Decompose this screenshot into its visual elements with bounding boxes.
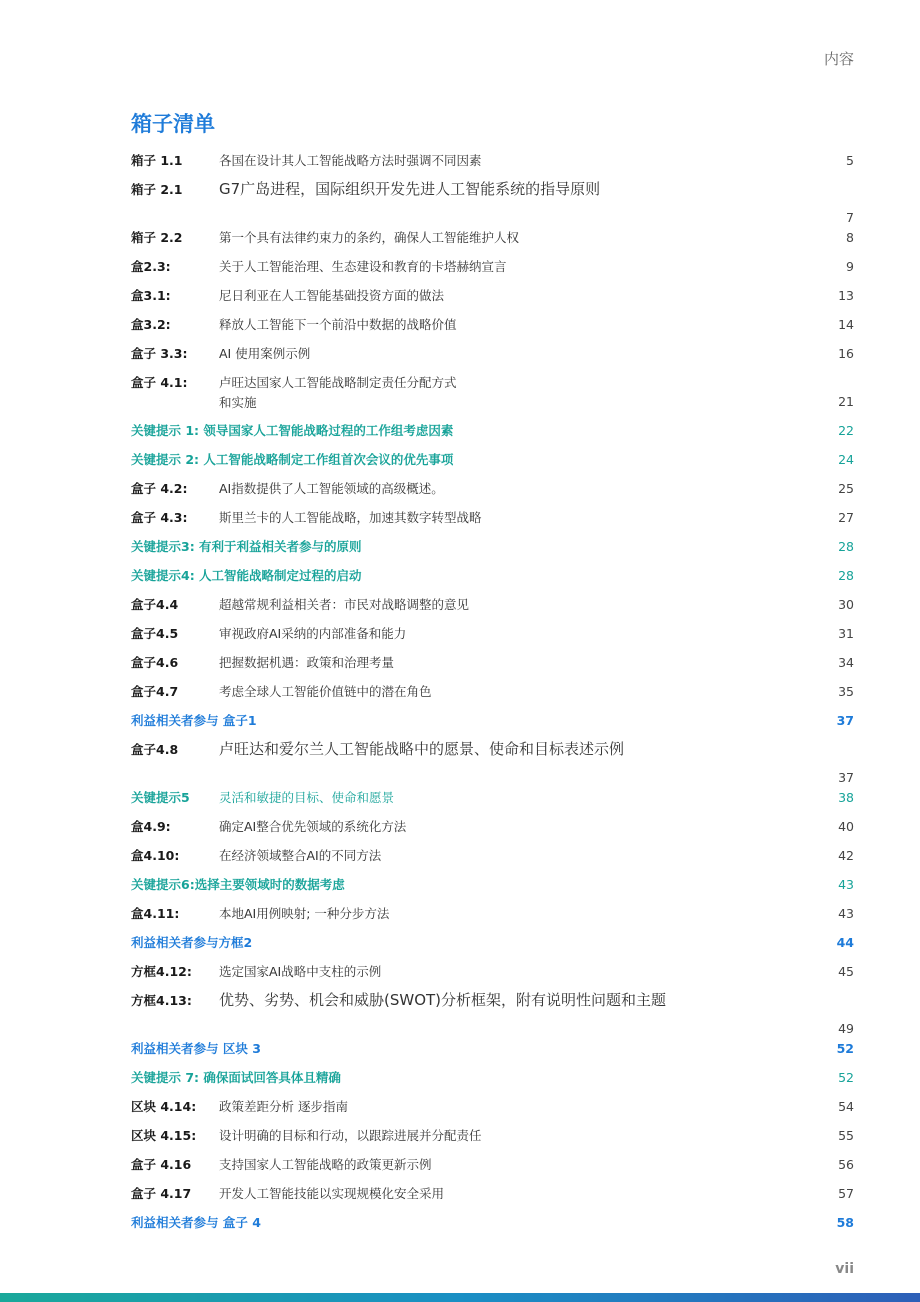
toc-entry[interactable]	[131, 310, 854, 339]
entry-label: 盒子4.4	[131, 597, 179, 612]
entry-page-number: 30	[838, 597, 854, 612]
entry-title: 把握数据机遇：政策和治理考量	[219, 655, 395, 670]
entry-page-number: 28	[838, 539, 854, 554]
page-title: 箱子清单	[131, 112, 215, 136]
entry-page-number: 37	[838, 770, 854, 785]
toc-entry[interactable]	[131, 1121, 854, 1150]
entry-page-number: 13	[838, 288, 854, 303]
toc-entry[interactable]	[131, 619, 854, 648]
entry-page-number: 16	[838, 346, 854, 361]
entry-page-number: 52	[838, 1070, 854, 1085]
entry-title: 考虑全球人工智能价值链中的潜在角色	[219, 684, 432, 699]
entry-label: 方框4.13:	[131, 993, 192, 1008]
entry-label: 区块 4.14:	[131, 1099, 197, 1114]
entry-page-number: 56	[838, 1157, 854, 1172]
toc-entry[interactable]	[131, 1092, 854, 1121]
entry-label: 关键提示4: 人工智能战略制定过程的启动	[131, 568, 362, 583]
entry-label: 盒4.9:	[131, 819, 171, 834]
entry-title: 在经济领域整合AI的不同方法	[219, 848, 382, 863]
entry-page-number: 49	[838, 1021, 854, 1036]
entry-label: 盒子 4.1:	[131, 375, 188, 390]
entry-label: 盒子4.5	[131, 626, 179, 641]
entry-page-number: 34	[838, 655, 854, 670]
entry-page-number: 35	[838, 684, 854, 699]
toc-entry[interactable]	[131, 474, 854, 503]
entry-title: 各国在设计其人工智能战略方法时强调不同因素	[219, 153, 482, 168]
entry-page-number: 45	[838, 964, 854, 979]
entry-title: 政策差距分析 逐步指南	[219, 1099, 348, 1114]
entry-page-number: 5	[846, 153, 854, 168]
entry-label: 盒3.2:	[131, 317, 171, 332]
toc-entry[interactable]	[131, 445, 854, 474]
entry-label: 盒2.3:	[131, 259, 171, 274]
toc-entry[interactable]	[131, 706, 854, 735]
toc-entry[interactable]	[131, 1150, 854, 1179]
entry-label: 盒子 4.2:	[131, 481, 188, 496]
entry-page-number: 43	[838, 906, 854, 921]
entry-page-number: 27	[838, 510, 854, 525]
entry-title: AI指数提供了人工智能领域的高级概述。	[219, 481, 444, 496]
entry-title: AI 使用案例示例	[219, 346, 311, 361]
entry-label: 盒子 4.17	[131, 1186, 192, 1201]
page-number: vii	[835, 1261, 854, 1277]
toc-entry[interactable]	[131, 957, 854, 986]
toc-entry[interactable]	[131, 812, 854, 841]
entry-label: 箱子 2.1	[131, 182, 183, 197]
entry-title: 审视政府AI采纳的内部准备和能力	[219, 626, 407, 641]
toc-entry[interactable]	[131, 1034, 854, 1063]
toc-entry[interactable]	[131, 503, 854, 532]
box-list	[131, 146, 854, 1237]
entry-title: 卢旺达和爱尔兰人工智能战略中的愿景、使命和目标表述示例	[219, 740, 625, 758]
entry-page-number: 58	[836, 1215, 854, 1230]
entry-label: 箱子 2.2	[131, 230, 183, 245]
toc-entry[interactable]	[131, 1179, 854, 1208]
entry-title: 释放人工智能下一个前沿中数据的战略价值	[219, 317, 457, 332]
toc-entry[interactable]	[131, 783, 854, 812]
entry-title: 选定国家AI战略中支柱的示例	[219, 964, 382, 979]
entry-label: 关键提示6:选择主要领域时的数据考虑	[131, 877, 345, 892]
entry-page-number: 7	[846, 210, 854, 225]
entry-title: 尼日利亚在人工智能基础投资方面的做法	[219, 288, 445, 303]
entry-title: 卢旺达国家人工智能战略制定责任分配方式 和实施	[219, 375, 457, 410]
entry-label: 盒子 4.3:	[131, 510, 188, 525]
entry-page-number: 21	[838, 394, 854, 409]
entry-label: 利益相关者参与方框2	[131, 935, 253, 950]
entry-label: 区块 4.15:	[131, 1128, 197, 1143]
entry-title: 斯里兰卡的人工智能战略，加速其数字转型战略	[219, 510, 482, 525]
entry-title: G7广岛进程，国际组织开发先进人工智能系统的指导原则	[219, 180, 601, 198]
entry-title: 确定AI整合优先领域的系统化方法	[219, 819, 407, 834]
toc-entry[interactable]	[131, 223, 854, 252]
entry-title: 灵活和敏捷的目标、使命和愿景	[219, 790, 395, 805]
toc-entry[interactable]	[131, 590, 854, 619]
entry-label: 盒3.1:	[131, 288, 171, 303]
entry-title: 超越常规利益相关者：市民对战略调整的意见	[219, 597, 470, 612]
toc-entry[interactable]	[131, 416, 854, 445]
entry-title: 设计明确的目标和行动，以跟踪进展并分配责任	[219, 1128, 482, 1143]
entry-page-number: 22	[838, 423, 854, 438]
entry-title: 开发人工智能技能以实现规模化安全采用	[219, 1186, 445, 1201]
entry-label: 利益相关者参与 盒子 4	[131, 1215, 261, 1230]
entry-label: 盒子4.6	[131, 655, 179, 670]
running-header: 内容	[823, 50, 854, 68]
entry-page-number: 8	[846, 230, 854, 245]
toc-entry[interactable]	[131, 1208, 854, 1237]
entry-label: 盒子4.7	[131, 684, 179, 699]
entry-page-number: 31	[838, 626, 854, 641]
entry-page-number: 38	[838, 790, 854, 805]
toc-entry[interactable]	[131, 532, 854, 561]
footer-gradient-bar	[0, 1293, 920, 1302]
entry-title: 关于人工智能治理、生态建设和教育的卡塔赫纳宣言	[219, 259, 507, 274]
toc-entry[interactable]	[131, 841, 854, 870]
entry-page-number: 52	[836, 1041, 854, 1056]
entry-page-number: 14	[838, 317, 854, 332]
toc-entry[interactable]	[131, 146, 854, 175]
entry-page-number: 40	[838, 819, 854, 834]
entry-label: 利益相关者参与 盒子1	[131, 713, 257, 728]
toc-entry[interactable]	[131, 986, 854, 1034]
entry-page-number: 28	[838, 568, 854, 583]
entry-label: 关键提示 7: 确保面试回答具体且精确	[131, 1070, 341, 1085]
entry-title: 本地AI用例映射; 一种分步方法	[219, 906, 390, 921]
entry-label: 关键提示 2: 人工智能战略制定工作组首次会议的优先事项	[131, 452, 454, 467]
entry-label: 关键提示5	[131, 790, 190, 805]
toc-entry[interactable]	[131, 1063, 854, 1092]
toc-entry[interactable]	[131, 648, 854, 677]
entry-page-number: 54	[838, 1099, 854, 1114]
entry-page-number: 44	[836, 935, 854, 950]
entry-page-number: 25	[838, 481, 854, 496]
entry-label: 盒子 4.16	[131, 1157, 192, 1172]
entry-label: 方框4.12:	[131, 964, 192, 979]
entry-page-number: 37	[836, 713, 854, 728]
entry-page-number: 57	[838, 1186, 854, 1201]
entry-page-number: 24	[838, 452, 854, 467]
entry-title: 支持国家人工智能战略的政策更新示例	[219, 1157, 432, 1172]
entry-page-number: 9	[846, 259, 854, 274]
entry-page-number: 43	[838, 877, 854, 892]
entry-label: 利益相关者参与 区块 3	[131, 1041, 261, 1056]
toc-entry[interactable]	[131, 928, 854, 957]
entry-page-number: 42	[838, 848, 854, 863]
toc-entry[interactable]	[131, 677, 854, 706]
toc-entry[interactable]	[131, 870, 854, 899]
entry-label: 关键提示 1: 领导国家人工智能战略过程的工作组考虑因素	[131, 423, 454, 438]
entry-label: 关键提示3: 有利于利益相关者参与的原则	[131, 539, 362, 554]
entry-label: 盒子4.8	[131, 742, 179, 757]
entry-title: 优势、劣势、机会和威胁(SWOT)分析框架，附有说明性问题和主题	[219, 991, 667, 1009]
toc-entry[interactable]	[131, 735, 854, 783]
toc-entry[interactable]	[131, 368, 854, 416]
entry-title: 第一个具有法律约束力的条约，确保人工智能维护人权	[219, 230, 520, 245]
entry-label: 盒子 3.3:	[131, 346, 188, 361]
toc-entry[interactable]	[131, 561, 854, 590]
toc-entry[interactable]	[131, 281, 854, 310]
entry-page-number: 55	[838, 1128, 854, 1143]
entry-label: 箱子 1.1	[131, 153, 183, 168]
entry-label: 盒4.11:	[131, 906, 180, 921]
toc-entry[interactable]	[131, 252, 854, 281]
entry-label: 盒4.10:	[131, 848, 180, 863]
toc-entry[interactable]	[131, 339, 854, 368]
toc-entry[interactable]	[131, 899, 854, 928]
toc-entry[interactable]	[131, 175, 854, 223]
